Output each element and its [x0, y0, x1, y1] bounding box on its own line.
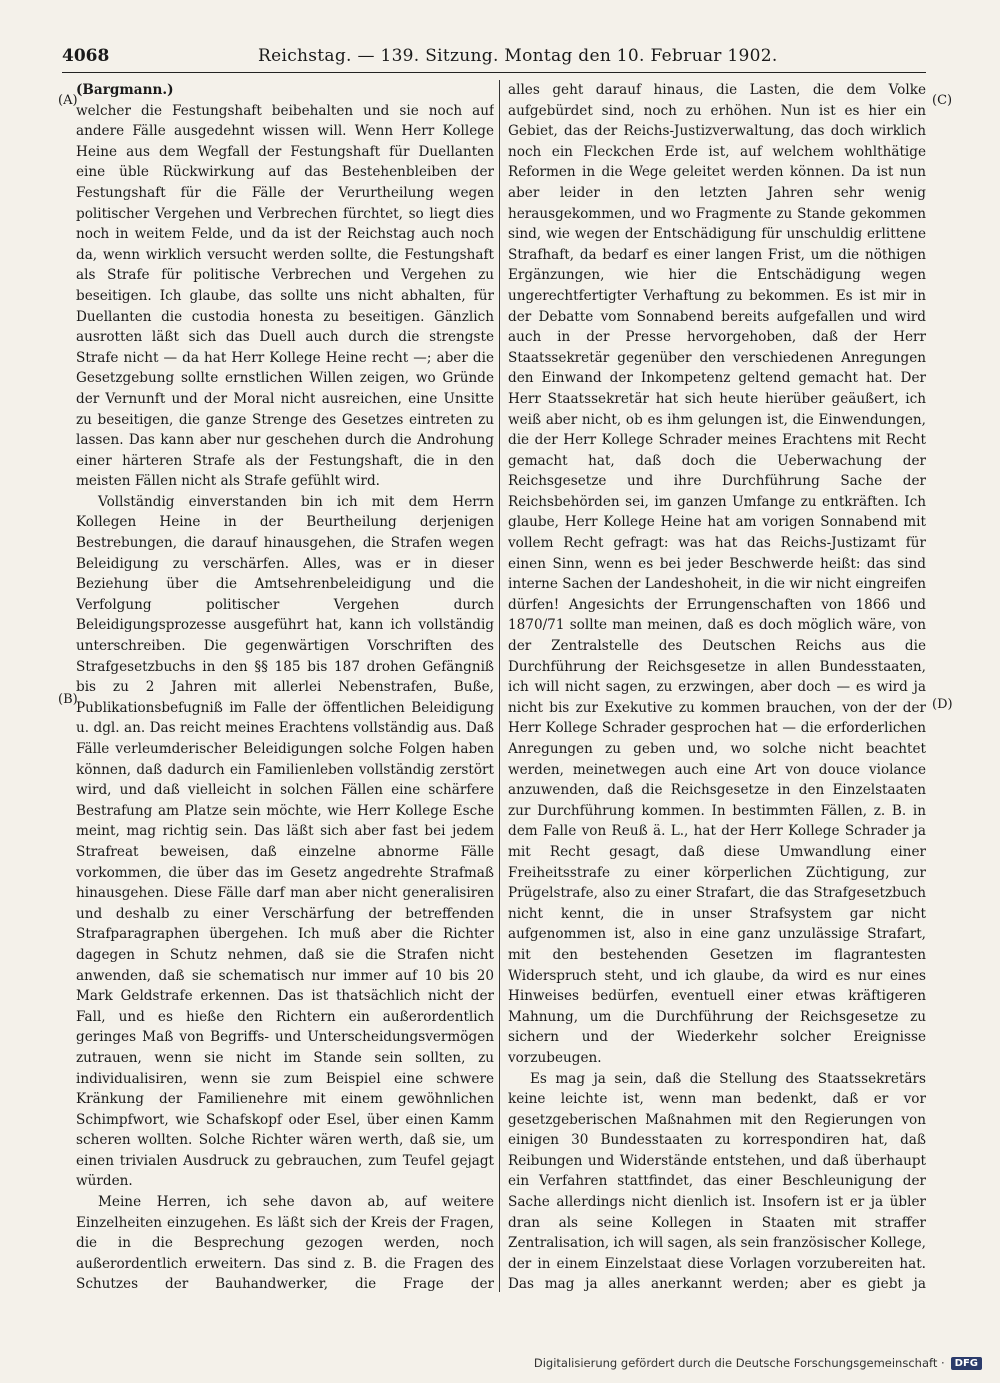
- page-header: [62, 44, 926, 72]
- paragraph: Es mag ja sein, daß die Stellung des Staatssekretärs keine leichte ist, wenn man bedenkt, daß er vor gesetzgeberischen Maßnahmen mit den Regierungen von einigen 30 Bundesstaaten zu korrespondiren hat, daß Reibungen und Widerstände entstehen, und daß überhaupt ein Verfahren stattfindet, das einer Beschleunigung der Sache allerdings nicht dienlich ist. Insofern ist er ja übler dran als seine Kollegen in Staaten mit straffer Zentralisation, ich will sagen, als sein französischer Kollege, der in einem Einzelstaat diese Vorlagen vorzubereiten hat. Das mag ja alles anerkannt werden; aber es giebt ja: [508, 1070, 926, 1292]
- column-divider: [499, 80, 500, 1292]
- paragraph: alles geht darauf hinaus, die Lasten, die dem Volke aufgebürdet sind, noch zu erhöhen. Nun ist es hier ein Gebiet, das der Reichs-Justizverwaltung, das doch wirklich noch ein Fleckchen Erde ist, auf welchem wohlthätige Reformen in die Wege geleitet werden können. Da ist nun aber leider in den letzten Jahren sehr wenig herausgekommen, und wo Fragmente zu Stande gekommen sind, wie wegen der Entschädigung für unschuldig erlittene Strafhaft, da bedarf es einer langen Frist, um die nöthigen Ergänzungen, wie hier die Entschädigung wegen ungerechtfertigter Verhaftung zu bekommen. Es ist mir in der Debatte vom Sonnabend bereits aufgefallen und wird auch in der Presse hervorgehoben, daß der Herr Staatssekretär gegenüber den verschiedenen Anregungen den Einwand der Inkompetenz geltend gemacht hat. Der Herr Staatssekretär hat sich heute hierüber geäußert, ich weiß aber nicht, ob es ihm gelungen ist, die Einwendungen, die der Herr Kollege Schrader meines Erachtens mit Recht gemacht hat, daß doch die Ueberwachung der Reichsgesetze und ihre Durchführung Sache der Reichsbehörden sei, im ganzen Umfange zu entkräften. Ich glaube, Herr Kollege Heine hat am vorigen Sonnabend mit vollem Recht gefragt: was hat das Reichs-Justizamt für einen Sinn, wenn es bei jeder Beschwerde heißt: das sind interne Sachen der Landeshoheit, in die wir nicht eingreifen dürfen! Angesichts der Errungenschaften von 1866 und 1870/71 sollte man meinen, daß es doch möglich wäre, von der Zentralstelle des Deutschen Reichs aus die Durchführung der Reichsgesetze in allen Bundesstaaten, ich will nicht sagen, zu erzwingen, aber doch — es wird ja nicht bis zur Exekutive zu kommen brauchen, von der der Herr Kollege Schrader gesprochen hat — die erforderlichen Anregungen zu geben und, wo solche nicht beachtet werden, meinetwegen auch eine Art von douce violance anzuwenden, daß die Reichsgesetze in den Einzelstaaten zur Durchführung kommen. In bestimmten Fällen, z. B. in dem Falle von Reuß ä. L., hat der Herr Kollege Schrader ja mit Recht gesagt, daß diese Umwandlung einer Freiheitsstrafe zu einer körperlichen Züchtigung, zur Prügelstrafe, also zu einer Strafart, die das Strafgesetzbuch nicht kennt, die in unser Strafsystem gar nicht aufgenommen ist, also in eine ganz unzulässige Strafart, mit den bestehenden Gesetzen im flagrantesten Widerspruch steht, und ich glaube, da wird es nur eines Hinweises bedürfen, eventuell einer etwas kräftigeren Mahnung, um die Durchführung der Reichsgesetze zu sichern und der Wiederkehr solcher Ereignisse vorzubeugen.: [508, 82, 926, 1066]
- credit-text: Digitalisierung gefördert durch die Deutsche Forschungsgemeinschaft ·: [533, 1356, 945, 1370]
- speaker-name: (Bargmann.): [76, 82, 174, 98]
- page-number: 4068: [62, 46, 110, 66]
- paragraph: welcher die Festungshaft beibehalten und sie noch auf andere Fälle ausgedehnt wissen will. Wenn Herr Kollege Heine aus dem Wegfall der Festungshaft für Duellanten eine üble Rückwirkung auf das Bestehenbleiben der Festungshaft für die Fälle der Verurtheilung wegen politischer Vergehen und Verbrechen fürchtet, so liegt dies noch in weitem Felde, und da ist der Reichstag auch noch da, wenn wirklich versucht werden sollte, die Festungshaft als Strafe für politische Verbrechen und Vergehen zu beseitigen. Ich glaube, das sollte uns nicht abhalten, für Duellanten die custodia honesta zu beseitigen. Gänzlich ausrotten läßt sich das Duell auch durch die strengste Strafe nicht — da hat Herr Kollege Heine recht —; aber die Gesetzgebung sollte ernstlichen Willen zeigen, wo Gründe der Vernunft und der Moral nicht ausreichen, eine Unsitte zu beseitigen, die ganze Strenge des Gesetzes eintreten zu lassen. Das kann aber nur geschehen durch die Androhung einer härteren Strafe als der Festungshaft, die in den meisten Fällen nicht als Strafe gefühlt wird.: [76, 102, 494, 490]
- paragraph: Vollständig einverstanden bin ich mit dem Herrn Kollegen Heine in der Beurtheilung derjenigen Bestrebungen, die darauf hinausgehen, die Strafen wegen Beleidigung zu verschärfen. Alles, was er in dieser Beziehung über die Amtsehrenbeleidigung und die Verfolgung politischer Vergehen durch Beleidigungsprozesse ausgeführt hat, kann ich vollständig unterschreiben. Die gegenwärtigen Vorschriften des Strafgesetzbuchs in den §§ 185 bis 187 drohen Gefängniß bis zu 2 Jahren mit allerlei Nebenstrafen, Buße, Publikationsbefugniß im Falle der öffentlichen Beleidigung u. dgl. an. Das reicht meines Erachtens vollständig aus. Daß Fälle verleumderischer Beleidigungen solche Folgen haben können, daß dadurch ein Familienleben vollständig zerstört wird, und daß vielleicht in solchen Fällen eine schärfere Bestrafung am Platze sein möchte, wie Herr Kollege Esche meint, mag richtig sein. Das läßt sich aber fast bei jedem Strafreat beweisen, daß einzelne abnorme Fälle vorkommen, die über das im Gesetz angedrehte Strafmaß hinausgehen. Diese Fälle darf man aber nicht generalisiren und deshalb zu einer Verschärfung der betreffenden Strafparagraphen übergehen. Ich muß aber die Richter dagegen in Schutz nehmen, daß sie die Strafen nicht anwenden, daß sie schematisch nur immer auf 10 bis 20 Mark Geldstrafe erkennen. Das ist thatsächlich nicht der Fall, und es hieße den Richtern ein außerordentlich geringes Maß von Begriffs- und Unterscheidungsvermögen zutrauen, wenn sie nicht im Stande sein sollten, zu individualisiren, wenn sie zum Beispiel eine schwere Kränkung der Familienehre mit einem gewöhnlichen Schimpfwort, wie Schafskopf oder Esel, über einen Kamm scheren wollten. Solche Richter wären werth, daß sie, um einen trivialen Ausdruck zu gebrauchen, zum Teufel gejagt würden.: [76, 493, 494, 1190]
- header-rule: [62, 72, 926, 73]
- paragraph: Meine Herren, ich sehe davon ab, auf weitere Einzelheiten einzugehen. Es läßt sich der Kreis der Fragen, die in die Besprechung gezogen werden, noch außerordentlich erweitern. Das sind z. B. die Fragen des Schutzes der Bauhandwerker, die Frage der: [76, 1194, 494, 1292]
- dfg-logo: DFG: [951, 1357, 982, 1370]
- margin-mark-b: (B): [58, 692, 78, 707]
- digitization-credit: [534, 1352, 982, 1374]
- left-column: [76, 80, 494, 1292]
- margin-mark-a: (A): [58, 93, 78, 108]
- margin-mark-c: (C): [932, 93, 953, 108]
- margin-mark-d: (D): [932, 697, 953, 712]
- right-column: [508, 80, 926, 1292]
- running-head: Reichstag. — 139. Sitzung. Montag den 10. Februar 1902.: [258, 46, 778, 66]
